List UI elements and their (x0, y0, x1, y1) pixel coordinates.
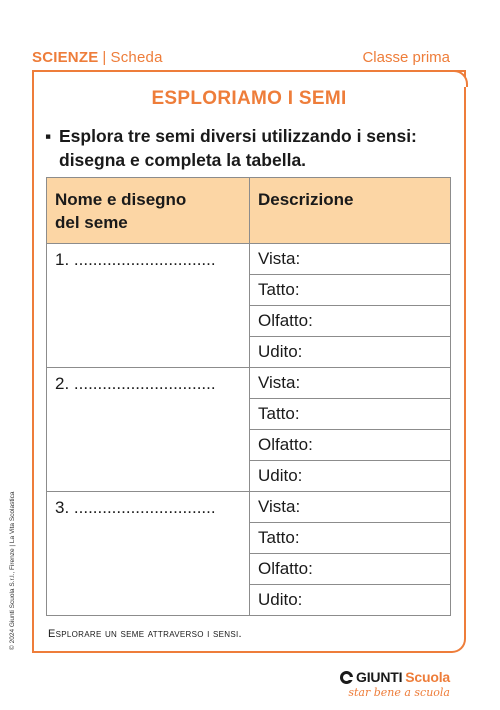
sense-cell[interactable]: Olfatto: (250, 306, 451, 337)
table-row (47, 368, 451, 399)
header-name-line-1: Nome e disegno (55, 190, 187, 209)
logo-name-1: GIUNTI (356, 669, 403, 685)
giunti-logo (340, 669, 450, 699)
class-label: Classe prima (362, 49, 450, 66)
page-title: ESPLORIAMO I SEMI (151, 88, 347, 109)
header-subject (32, 49, 163, 66)
table-row (47, 492, 451, 523)
header-name-line-2: del seme (55, 213, 128, 232)
sense-cell[interactable]: Tatto: (250, 399, 451, 430)
sense-cell[interactable]: Tatto: (250, 523, 451, 554)
sense-cell[interactable]: Vista: (250, 492, 451, 523)
sense-cell[interactable]: Olfatto: (250, 430, 451, 461)
instruction-line-2: disegna e completa la tabella. (59, 150, 307, 170)
table-row (47, 244, 451, 275)
header-separator: | (102, 49, 107, 66)
copyright-notice: © 2024 Giunti Scuola S.r.l., Firenze | La Vita Scolastica (9, 491, 16, 650)
instruction (45, 124, 455, 172)
subject-label: SCIENZE (32, 49, 99, 66)
instruction-line-1: Esplora tre semi diversi utilizzando i sensi: (59, 126, 417, 146)
sense-cell[interactable]: Udito: (250, 461, 451, 492)
sense-cell[interactable]: Udito: (250, 585, 451, 616)
header-name-drawing (47, 178, 250, 244)
caption: Esplorare un seme attraverso i sensi. (48, 628, 242, 640)
seeds-table (46, 177, 451, 616)
table-header-row (47, 178, 451, 244)
logo-tagline: star bene a scuola (348, 686, 450, 699)
logo-name-2: Scuola (405, 669, 450, 685)
seed-name-cell[interactable]: 1. .............................. (47, 244, 250, 368)
seed-name-cell[interactable]: 2. .............................. (47, 368, 250, 492)
sense-cell[interactable]: Vista: (250, 244, 451, 275)
sense-cell[interactable]: Udito: (250, 337, 451, 368)
bullet-icon: ▪ (45, 126, 52, 146)
seed-name-cell[interactable]: 3. .............................. (47, 492, 250, 616)
sheet-kind: Scheda (110, 49, 163, 66)
logo-g-icon (340, 671, 353, 684)
sense-cell[interactable]: Olfatto: (250, 554, 451, 585)
sense-cell[interactable]: Vista: (250, 368, 451, 399)
sense-cell[interactable]: Tatto: (250, 275, 451, 306)
header-description: Descrizione (250, 178, 451, 244)
